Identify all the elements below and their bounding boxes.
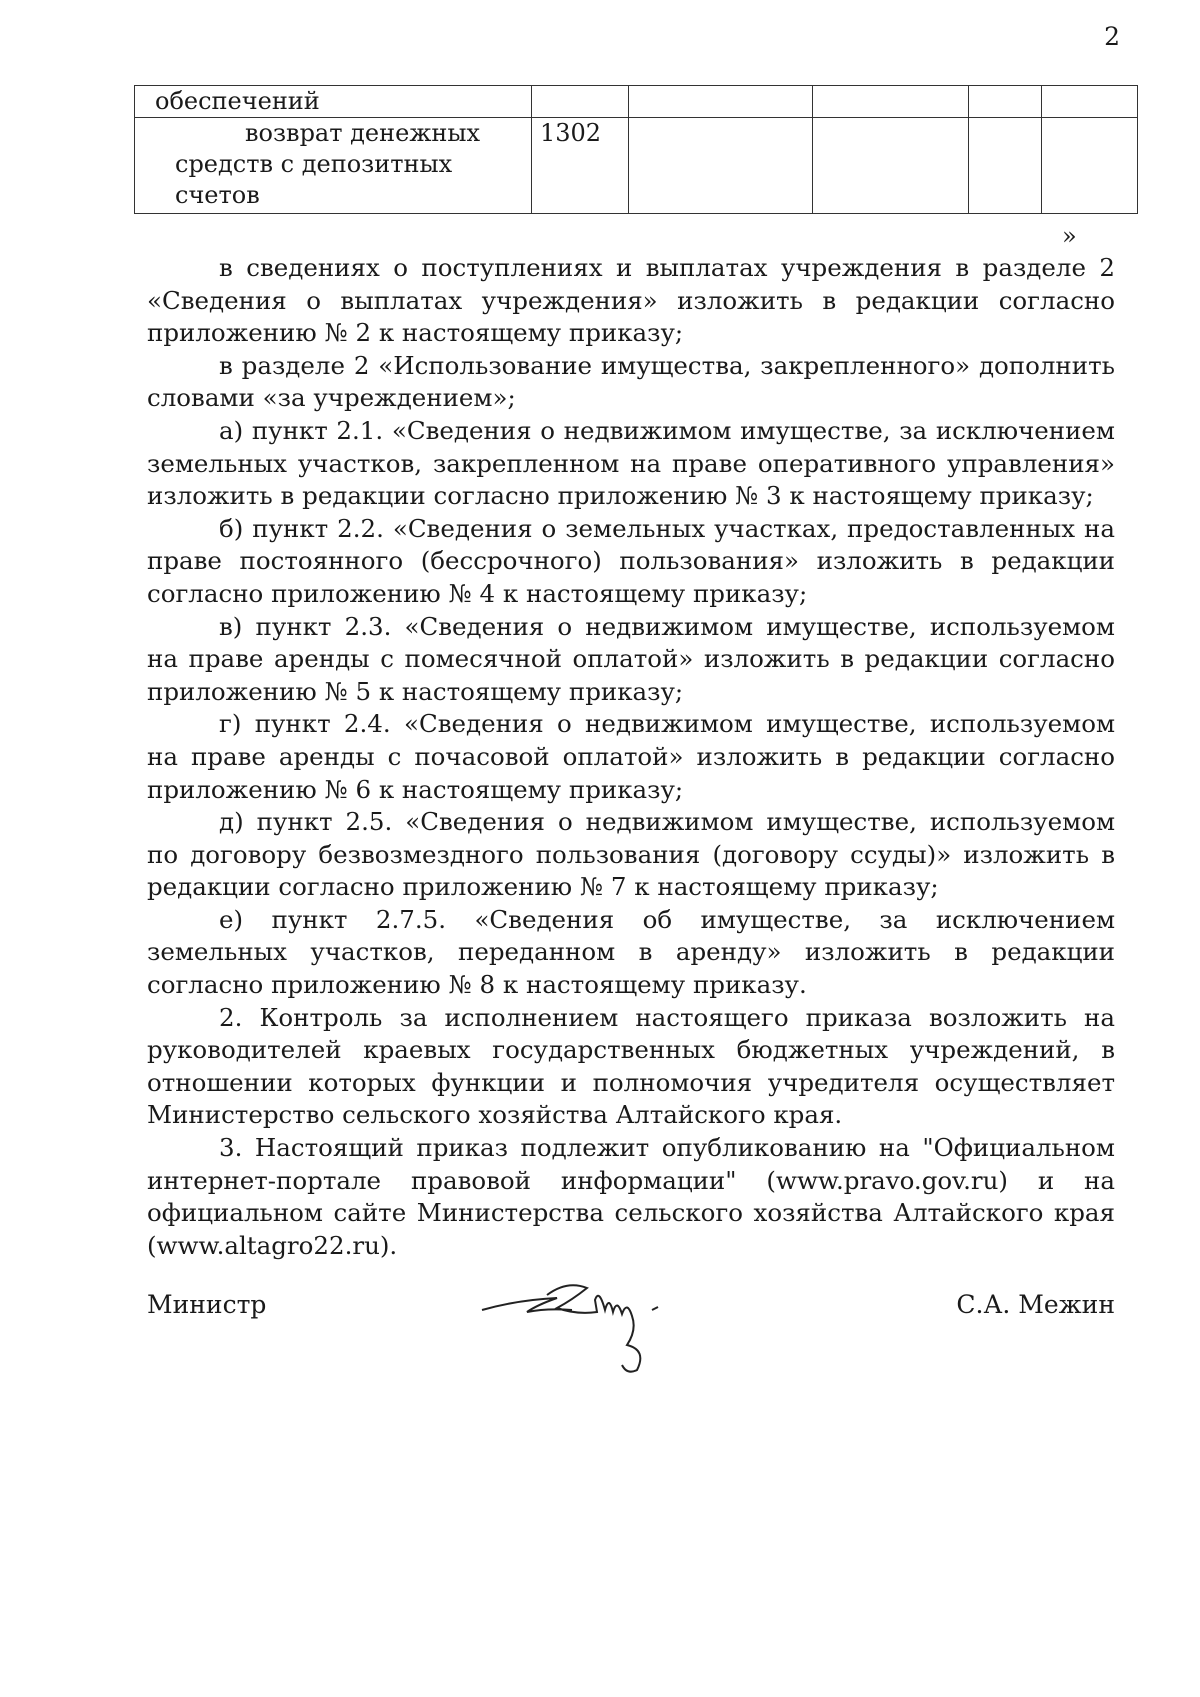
table-cell bbox=[969, 118, 1042, 214]
table-row bbox=[135, 86, 1138, 118]
table-cell-label: возврат денежных средств с депозитных счетов bbox=[135, 118, 532, 214]
table-cell bbox=[813, 118, 969, 214]
table-cell bbox=[629, 118, 813, 214]
closing-quote: » bbox=[1062, 222, 1077, 250]
table-cell bbox=[1042, 86, 1138, 118]
budget-table-fragment bbox=[134, 85, 1138, 214]
paragraph-control: 2. Контроль за исполнением настоящего приказа возложить на руководителей краевых государственных бюджетных учреждений, в отношении которых функции и полномочия учредителя осуществляет Министерство сельского хозяйства Алтайского края. bbox=[147, 1002, 1115, 1130]
table-row bbox=[135, 118, 1138, 214]
signatory-name: С.А. Межин bbox=[956, 1290, 1115, 1319]
paragraph-item-g: г) пункт 2.4. «Сведения о недвижимом имуществе, используемом на праве аренды с почасовой оплатой» изложить в редакции согласно приложению № 6 к настоящему приказу; bbox=[147, 709, 1115, 804]
paragraph-publication: 3. Настоящий приказ подлежит опубликованию на "Официальном интернет-портале правовой информации" (www.pravo.gov.ru) и на официальном сайте Министерства сельского хозяйства Алтайского края (www.altagro22.ru). bbox=[147, 1133, 1115, 1260]
table-cell bbox=[813, 86, 969, 118]
paragraph-income-expense: в сведениях о поступлениях и выплатах учреждения в разделе 2 «Сведения о выплатах учреждения» изложить в редакции согласно приложению № 2 к настоящему приказу; bbox=[147, 253, 1115, 348]
table-cell bbox=[629, 86, 813, 118]
paragraph-item-v: в) пункт 2.3. «Сведения о недвижимом имуществе, используемом на праве аренды с помесячной оплатой» изложить в редакции согласно приложению № 5 к настоящему приказу; bbox=[147, 611, 1115, 706]
paragraph-item-d: д) пункт 2.5. «Сведения о недвижимом имуществе, используемом по договору безвозмездного пользования (договору ссуды)» изложить в редакции согласно приложению № 7 к настоящему приказу; bbox=[147, 807, 1115, 902]
page-number: 2 bbox=[1104, 22, 1120, 51]
signatory-title: Министр bbox=[147, 1290, 267, 1319]
paragraph-item-e: е) пункт 2.7.5. «Сведения об имуществе, за исключением земельных участков, переданном в аренду» изложить в редакции согласно приложению № 8 к настоящему приказу. bbox=[147, 904, 1115, 1000]
order-body bbox=[147, 252, 1115, 1262]
paragraph-item-b: б) пункт 2.2. «Сведения о земельных участках, предоставленных на праве постоянного (бессрочного) пользования» изложить в редакции согласно приложению № 4 к настоящему приказу; bbox=[147, 513, 1115, 608]
handwritten-signature bbox=[477, 1270, 697, 1380]
table-cell bbox=[969, 86, 1042, 118]
table-cell bbox=[1042, 118, 1138, 214]
table-cell-code bbox=[532, 86, 629, 118]
signature-block bbox=[147, 1290, 1115, 1350]
table-cell-label: обеспечений bbox=[135, 86, 532, 118]
paragraph-property-section: в разделе 2 «Использование имущества, закрепленного» дополнить словами «за учреждением»; bbox=[147, 350, 1115, 413]
table-cell-code: 1302 bbox=[532, 118, 629, 214]
paragraph-item-a: а) пункт 2.1. «Сведения о недвижимом имуществе, за исключением земельных участков, закрепленном на праве оперативного управления» изложить в редакции согласно приложению № 3 к настоящему приказу; bbox=[147, 415, 1115, 511]
